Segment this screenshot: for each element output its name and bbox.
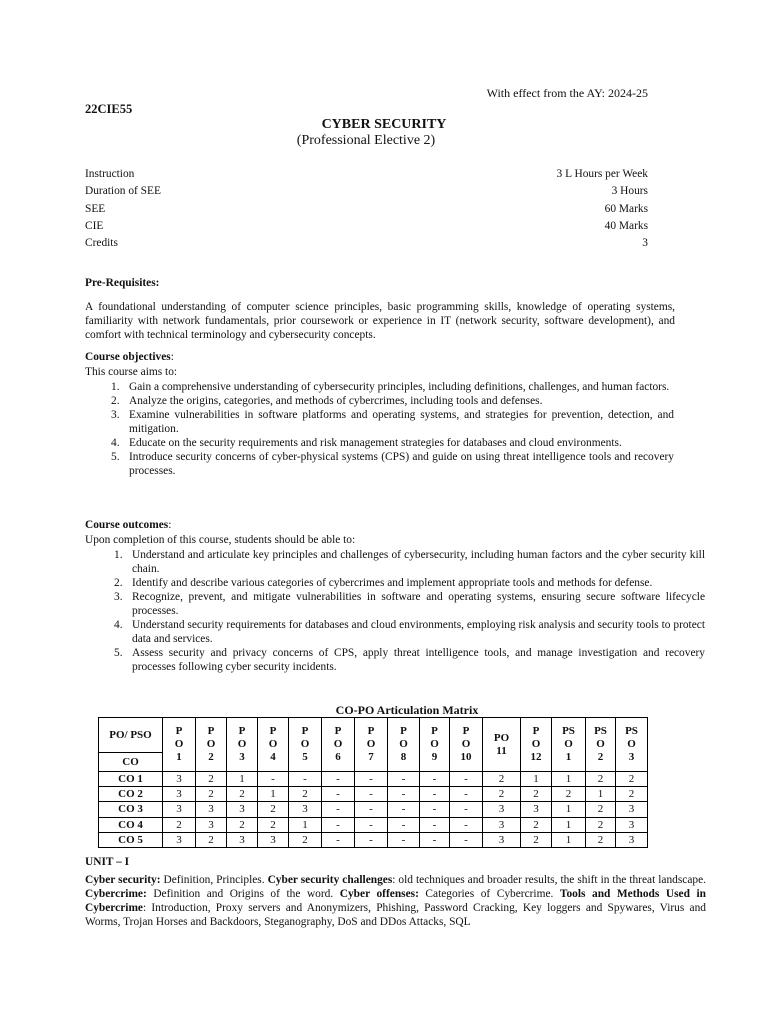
- matrix-row-label: CO 2: [99, 787, 163, 802]
- list-text: Recognize, prevent, and mitigate vulnerabilities in software and operating systems, ensuring secure software lifecycle processes.: [132, 591, 705, 617]
- matrix-cell: 1: [586, 787, 616, 802]
- outcomes-heading-text: Course outcomes: [85, 519, 169, 531]
- list-text: Identify and describe various categories of cybercrimes and implement appropriate tools and methods for defense.: [132, 577, 653, 589]
- matrix-cell: 2: [227, 787, 258, 802]
- matrix-cell: 3: [163, 802, 196, 817]
- matrix-cell: -: [355, 787, 388, 802]
- matrix-cell: -: [450, 832, 483, 847]
- unit-topic-bold: Cyber security challenges: [267, 874, 393, 886]
- matrix-cell: -: [322, 787, 355, 802]
- outcomes-intro: Upon completion of this course, students should be able to:: [85, 534, 356, 546]
- matrix-column-header: P O 9: [420, 718, 450, 772]
- matrix-cell: 1: [552, 817, 586, 832]
- list-number: 4.: [114, 619, 123, 631]
- matrix-cell: 3: [483, 802, 521, 817]
- matrix-cell: 3: [616, 802, 648, 817]
- matrix-cell: 2: [521, 787, 552, 802]
- matrix-cell: 2: [483, 772, 521, 787]
- matrix-column-header: PO 11: [483, 718, 521, 772]
- matrix-cell: 2: [586, 832, 616, 847]
- matrix-cell: 1: [552, 772, 586, 787]
- matrix-cell: 3: [289, 802, 322, 817]
- matrix-cell: 3: [258, 832, 289, 847]
- matrix-cell: 3: [483, 817, 521, 832]
- unit-topic-bold: Tools and Methods Used in Cybercrime: [85, 888, 706, 914]
- corner-bottom-label: CO: [122, 756, 139, 768]
- matrix-cell: 2: [586, 802, 616, 817]
- matrix-cell: 3: [616, 817, 648, 832]
- matrix-cell: -: [420, 772, 450, 787]
- list-item: [111, 380, 674, 394]
- list-text: Understand and articulate key principles and challenges of cybersecurity, including human factors and the cyber security kill chain.: [132, 549, 705, 575]
- info-label: Credits: [85, 237, 118, 250]
- info-value: 3 L Hours per Week: [556, 168, 648, 180]
- matrix-title: CO-PO Articulation Matrix: [335, 703, 479, 717]
- matrix-row: [99, 772, 648, 787]
- matrix-row-label: CO 1: [99, 772, 163, 787]
- corner-top-label: PO/ PSO: [99, 718, 162, 753]
- matrix-row: [99, 787, 648, 802]
- matrix-cell: 2: [163, 817, 196, 832]
- matrix-cell: -: [420, 802, 450, 817]
- matrix-cell: -: [258, 772, 289, 787]
- outcomes-heading: [85, 519, 171, 531]
- matrix-column-header: PS O 1: [552, 718, 586, 772]
- matrix-column-header: P O 12: [521, 718, 552, 772]
- info-value: 40 Marks: [604, 219, 648, 232]
- matrix-column-header: P O 2: [196, 718, 227, 772]
- info-row: [85, 201, 648, 218]
- info-value: 60 Marks: [604, 202, 648, 215]
- matrix-cell: -: [388, 802, 420, 817]
- matrix-column-header: PS O 2: [586, 718, 616, 772]
- matrix-cell: -: [388, 787, 420, 802]
- matrix-row: [99, 832, 648, 847]
- matrix-column-header: P O 8: [388, 718, 420, 772]
- matrix-cell: 2: [196, 772, 227, 787]
- info-row: [85, 235, 648, 252]
- matrix-column-header: P O 10: [450, 718, 483, 772]
- matrix-cell: -: [388, 832, 420, 847]
- unit-topic-text: Categories of Cybercrime.: [418, 888, 560, 900]
- list-item: [114, 646, 705, 674]
- list-text: Introduce security concerns of cyber-physical systems (CPS) and guide on using threat intelligence tools and recovery processes.: [129, 451, 674, 477]
- matrix-header-row: [99, 718, 648, 772]
- matrix-cell: 3: [227, 802, 258, 817]
- matrix-cell: 1: [227, 772, 258, 787]
- matrix-column-header: P O 5: [289, 718, 322, 772]
- list-number: 1.: [111, 381, 120, 393]
- matrix-cell: -: [450, 817, 483, 832]
- matrix-cell: 2: [521, 817, 552, 832]
- objectives-intro: This course aims to:: [85, 366, 178, 378]
- course-subtitle: (Professional Elective 2): [296, 133, 436, 148]
- matrix-cell: -: [355, 832, 388, 847]
- list-item: [114, 590, 705, 618]
- matrix-cell: 1: [521, 772, 552, 787]
- list-text: Understand security requirements for databases and cloud environments, employing risk analysis and security tools to protect data and services.: [132, 619, 705, 645]
- matrix-cell: 2: [289, 787, 322, 802]
- list-number: 4.: [111, 437, 120, 449]
- matrix-cell: 2: [521, 832, 552, 847]
- course-title: CYBER SECURITY: [321, 117, 447, 132]
- list-item: [114, 576, 705, 590]
- matrix-row-label: CO 5: [99, 832, 163, 847]
- outcomes-heading-colon: :: [168, 519, 172, 531]
- matrix-cell: -: [420, 817, 450, 832]
- list-item: [111, 450, 674, 478]
- unit-topic-bold: Cyber offenses:: [339, 888, 419, 900]
- info-row: [85, 166, 648, 183]
- matrix-cell: 3: [163, 787, 196, 802]
- matrix-cell: 3: [196, 802, 227, 817]
- matrix-cell: -: [420, 832, 450, 847]
- unit-heading: UNIT – I: [85, 856, 130, 868]
- unit-topic-bold: Cybercrime:: [85, 888, 147, 900]
- matrix-cell: 3: [196, 817, 227, 832]
- unit-topic-text: Definition, Principles.: [160, 874, 268, 886]
- list-number: 1.: [114, 549, 123, 561]
- list-item: [111, 408, 674, 436]
- matrix-cell: -: [388, 772, 420, 787]
- matrix-cell: -: [322, 832, 355, 847]
- list-number: 3.: [114, 591, 123, 603]
- matrix-cell: 2: [289, 832, 322, 847]
- matrix-cell: 2: [616, 772, 648, 787]
- matrix-cell: 1: [289, 817, 322, 832]
- matrix-cell: 2: [586, 817, 616, 832]
- matrix-corner: [99, 718, 163, 772]
- matrix-column-header: P O 7: [355, 718, 388, 772]
- matrix-cell: 2: [196, 832, 227, 847]
- matrix-cell: 3: [521, 802, 552, 817]
- matrix-row-label: CO 3: [99, 802, 163, 817]
- list-item: [114, 618, 705, 646]
- matrix-cell: 3: [163, 832, 196, 847]
- objectives-heading: [85, 351, 174, 363]
- list-number: 3.: [111, 409, 120, 421]
- list-number: 5.: [114, 647, 123, 659]
- list-item: [111, 394, 674, 408]
- matrix-cell: 2: [227, 817, 258, 832]
- outcomes-list: [114, 548, 705, 674]
- matrix-cell: -: [289, 772, 322, 787]
- matrix-cell: 2: [258, 802, 289, 817]
- matrix-cell: 2: [552, 787, 586, 802]
- matrix-table: [98, 717, 648, 848]
- list-text: Examine vulnerabilities in software platforms and operating systems, and strategies for prevention, detection, and mitigation.: [129, 409, 674, 435]
- effective-year: With effect from the AY: 2024-25: [486, 86, 648, 100]
- matrix-cell: 2: [586, 772, 616, 787]
- matrix-cell: -: [322, 802, 355, 817]
- matrix-cell: -: [420, 787, 450, 802]
- unit-topic-text: Definition and Origins of the word.: [146, 888, 340, 900]
- objectives-list: [111, 380, 674, 478]
- list-text: Assess security and privacy concerns of CPS, apply threat intelligence tools, and manage investigation and recovery processes following cyber security incidents.: [132, 647, 705, 673]
- matrix-cell: -: [322, 772, 355, 787]
- matrix-cell: -: [355, 802, 388, 817]
- info-label: Instruction: [85, 168, 135, 180]
- info-row: [85, 183, 648, 200]
- list-text: Gain a comprehensive understanding of cybersecurity principles, including definitions, challenges, and human factors.: [129, 381, 670, 393]
- info-row: [85, 218, 648, 235]
- matrix-cell: 3: [227, 832, 258, 847]
- matrix-cell: -: [450, 802, 483, 817]
- matrix-cell: 1: [552, 802, 586, 817]
- course-info-table: [85, 166, 648, 252]
- info-label: CIE: [85, 219, 104, 232]
- matrix-cell: -: [450, 787, 483, 802]
- matrix-cell: -: [355, 817, 388, 832]
- list-item: [111, 436, 674, 450]
- list-text: Analyze the origins, categories, and methods of cybercrimes, including tools and defenses.: [129, 395, 543, 407]
- matrix-column-header: P O 6: [322, 718, 355, 772]
- matrix-cell: 1: [258, 787, 289, 802]
- unit-topic-text: : Introduction, Proxy servers and Anonymizers, Phishing, Password Cracking, Key loggers and Spywares, Virus and Worms, Trojan Horses and Backdoors, Steganography, DoS and DDos Attacks, SQL: [85, 902, 706, 928]
- list-item: [114, 548, 705, 576]
- matrix-cell: 2: [616, 787, 648, 802]
- list-number: 2.: [114, 577, 123, 589]
- matrix-column-header: P O 3: [227, 718, 258, 772]
- matrix-row: [99, 817, 648, 832]
- info-label: Duration of SEE: [85, 185, 161, 198]
- unit-content: [85, 873, 706, 929]
- info-value: 3 Hours: [611, 185, 648, 198]
- info-value: 3: [642, 237, 648, 250]
- matrix-row-label: CO 4: [99, 817, 163, 832]
- matrix-cell: -: [355, 772, 388, 787]
- matrix-cell: 1: [552, 832, 586, 847]
- info-label: SEE: [85, 202, 106, 215]
- matrix-cell: 3: [616, 832, 648, 847]
- prerequisites-heading: Pre-Requisites:: [85, 277, 160, 289]
- matrix-cell: -: [322, 817, 355, 832]
- list-text: Educate on the security requirements and risk management strategies for databases and cloud environments.: [129, 437, 622, 449]
- unit-topic-bold: Cyber security:: [85, 874, 161, 886]
- unit-topic-text: : old techniques and broader results, the shift in the threat landscape.: [392, 874, 706, 886]
- list-number: 5.: [111, 451, 120, 463]
- matrix-column-header: PS O 3: [616, 718, 648, 772]
- matrix-cell: 2: [258, 817, 289, 832]
- matrix-cell: 3: [483, 832, 521, 847]
- prerequisites-text: A foundational understanding of computer science principles, basic programming skills, knowledge of operating systems, familiarity with network fundamentals, prior coursework or experience in IT (network security, software development), and comfort with technical terminology and cybersecurity concepts.: [85, 301, 675, 341]
- course-code: 22CIE55: [85, 102, 133, 116]
- matrix-cell: -: [450, 772, 483, 787]
- list-number: 2.: [111, 395, 120, 407]
- objectives-heading-colon: :: [170, 351, 174, 363]
- matrix-column-header: P O 1: [163, 718, 196, 772]
- objectives-heading-text: Course objectives: [85, 351, 171, 363]
- matrix-cell: -: [388, 817, 420, 832]
- matrix-column-header: P O 4: [258, 718, 289, 772]
- matrix-cell: 2: [483, 787, 521, 802]
- co-po-matrix: [98, 717, 648, 848]
- matrix-cell: 3: [163, 772, 196, 787]
- matrix-cell: 2: [196, 787, 227, 802]
- matrix-row: [99, 802, 648, 817]
